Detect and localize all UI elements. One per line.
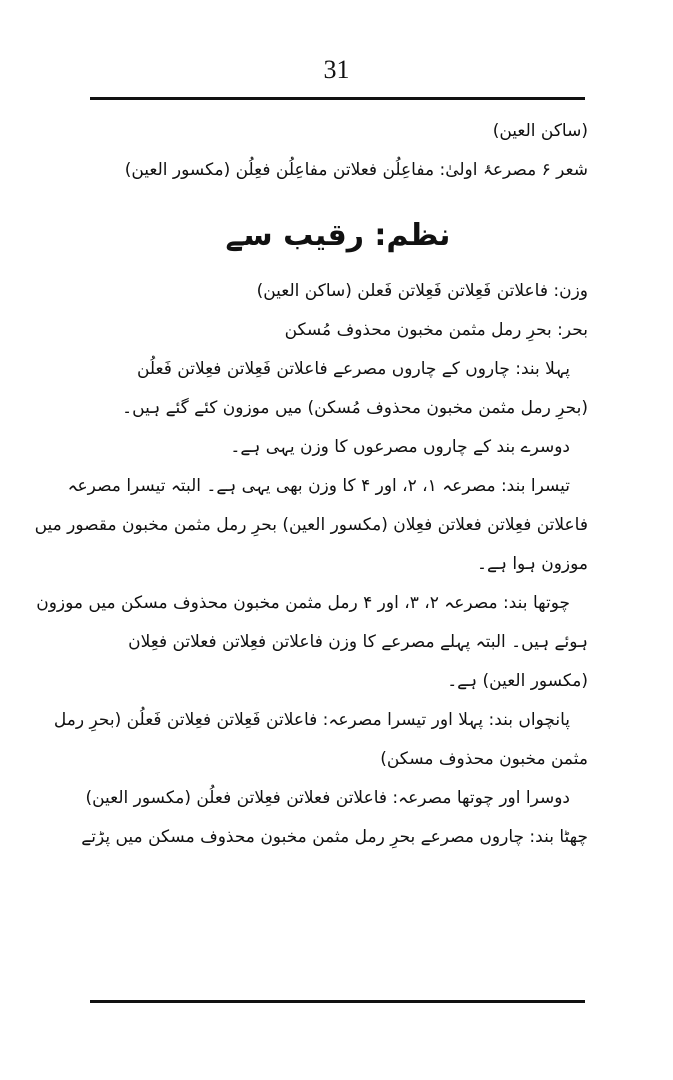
page-body (34, 112, 588, 857)
text-line: موزون ہوا ہے۔ (477, 554, 588, 574)
text-line: تیسرا بند: مصرعہ ۱، ۲، اور ۴ کا وزن بھی یہی ہے۔ البتہ تیسرا مصرعہ (67, 476, 570, 496)
text-line: مثمن مخبون محذوف مسکن) (380, 749, 588, 769)
text-line: شعر ۶ مصرعۂ اولیٰ: مفاعِلُن فعلاتن مفاعِلُن فعِلُن (مکسور العین) (124, 160, 588, 180)
text-line: پانچواں بند: پہلا اور تیسرا مصرعہ: فاعلاتن فَعِلاتن فعِلاتن فَعلُن (بحرِ رمل (53, 710, 570, 730)
text-line: ہوئے ہیں۔ البتہ پہلے مصرعے کا وزن فاعلاتن فعِلاتن فعلاتن فعِلان (128, 632, 588, 652)
text-line: (بحرِ رمل مثمن مخبون محذوف مُسکن) میں موزون کئے گئے ہیں۔ (122, 398, 588, 418)
text-line: پہلا بند: چاروں کے چاروں مصرعے فاعلاتن فَعِلاتن فعِلاتن فَعلُن (136, 359, 570, 379)
text-line: (مکسور العین) ہے۔ (447, 671, 588, 691)
top-rule (90, 97, 585, 100)
text-line: چوتھا بند: مصرعہ ۲، ۳، اور ۴ رمل مثمن مخبون محذوف مسکن میں موزون (36, 593, 570, 613)
text-line: دوسرے بند کے چاروں مصرعوں کا وزن یہی ہے۔ (230, 437, 570, 457)
spacer (88, 190, 588, 200)
page-number: 31 (323, 55, 350, 84)
text-line: چھٹا بند: چاروں مصرعے بحرِ رمل مثمن مخبون محذوف مسکن میں پڑتے (81, 827, 588, 847)
text-line: دوسرا اور چوتھا مصرعہ: فاعلاتن فعلاتن فعِلاتن فعلُن (مکسور العین) (85, 788, 570, 808)
poem-title: نظم: رقیب سے (225, 218, 451, 253)
text-line: فاعلاتن فعِلاتن فعلاتن فعِلان (مکسور العین) بحرِ رمل مثمن مخبون مقصور میں (34, 515, 588, 535)
bottom-rule (90, 1000, 585, 1003)
text-line: (ساکن العین) (492, 121, 588, 141)
text-line: وزن: فاعلاتن فَعِلاتن فَعِلاتن فَعلن (ساکن العین) (256, 281, 588, 301)
text-line: بحر: بحرِ رمل مثمن مخبون محذوف مُسکن (284, 320, 588, 340)
